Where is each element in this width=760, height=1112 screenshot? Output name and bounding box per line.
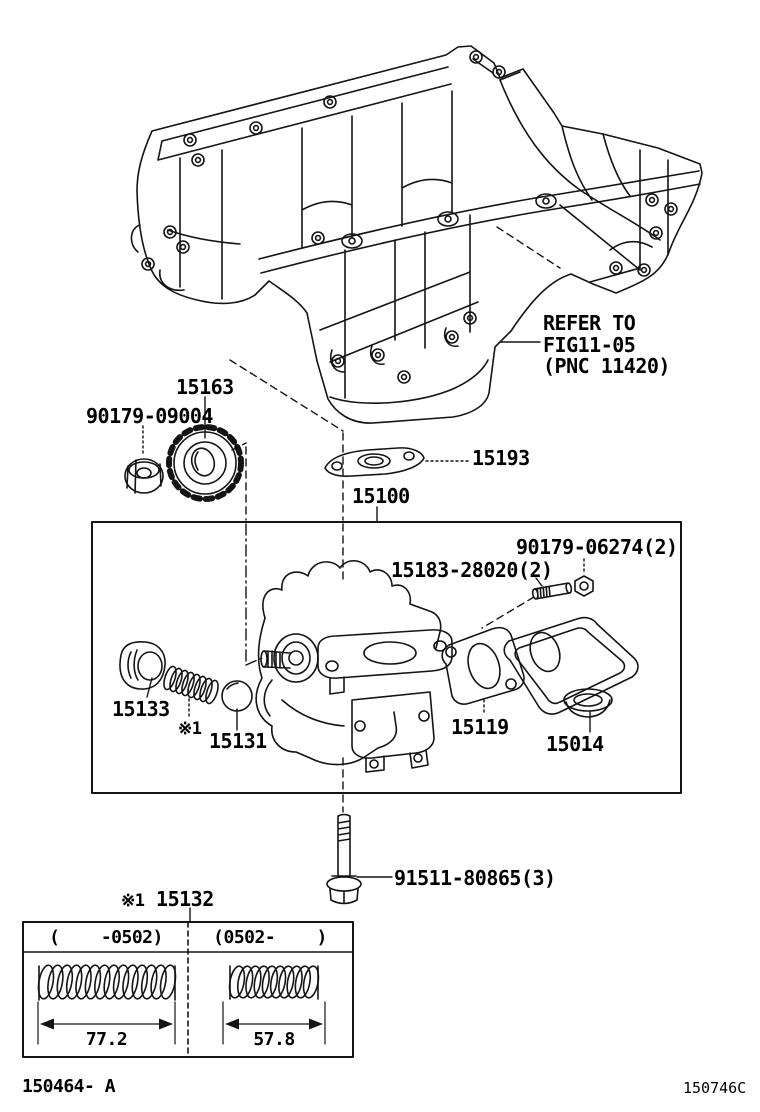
dimension-value-new: 57.8 (253, 1029, 295, 1050)
part-label-cover-nut: 90179-06274(2) (516, 535, 678, 559)
dimension-value-old: 77.2 (85, 1029, 128, 1050)
oil-pump-drawing (256, 561, 452, 772)
part-label-bolt: 91511-80865(3) (394, 866, 556, 890)
gasket-15119-drawing (442, 628, 524, 705)
table-header-old: ( -0502) (49, 927, 163, 948)
table-title (121, 889, 214, 911)
footer-page-code: 150746C (683, 1079, 747, 1097)
pump-shaft (264, 651, 290, 668)
spring-new-drawing (227, 965, 320, 999)
stud-drawing (532, 583, 572, 600)
flange-ear-holes (342, 194, 556, 248)
part-label-pump-assembly: 15100 (352, 484, 410, 508)
part-label-gasket-15193: 15193 (472, 446, 530, 470)
footer-drawing-code: 150464- A (22, 1076, 116, 1097)
part-label-sprocket-nut: 90179-09004 (86, 404, 213, 428)
refer-note: REFER TO FIG11-05 (PNC 11420) (543, 311, 670, 379)
relief-ball-drawing (222, 681, 252, 711)
relief-spring-drawing (162, 665, 221, 705)
relief-plug-drawing (120, 642, 165, 689)
part-label-strainer: 15014 (546, 732, 604, 756)
part-label-sprocket: 15163 (176, 375, 234, 399)
table-ref-mark: ※1 (121, 891, 145, 911)
sprocket-nut-drawing (125, 459, 163, 493)
part-label-stud: 15183-28020(2) (391, 558, 553, 582)
part-label-ball: 15131 (209, 729, 267, 753)
cover-nut-drawing (575, 576, 593, 596)
gasket-15193-drawing (325, 448, 424, 476)
table-header-new: (0502- ) (213, 927, 327, 948)
spring-old-drawing (36, 964, 178, 1000)
spring-ref-mark: ※1 (178, 719, 202, 739)
part-label-gasket-15119: 15119 (451, 715, 509, 739)
part-label-plug: 15133 (112, 697, 170, 721)
table-part-number: 15132 (156, 887, 214, 911)
strainer-drawing (504, 618, 638, 717)
bolt-drawing (327, 815, 361, 904)
